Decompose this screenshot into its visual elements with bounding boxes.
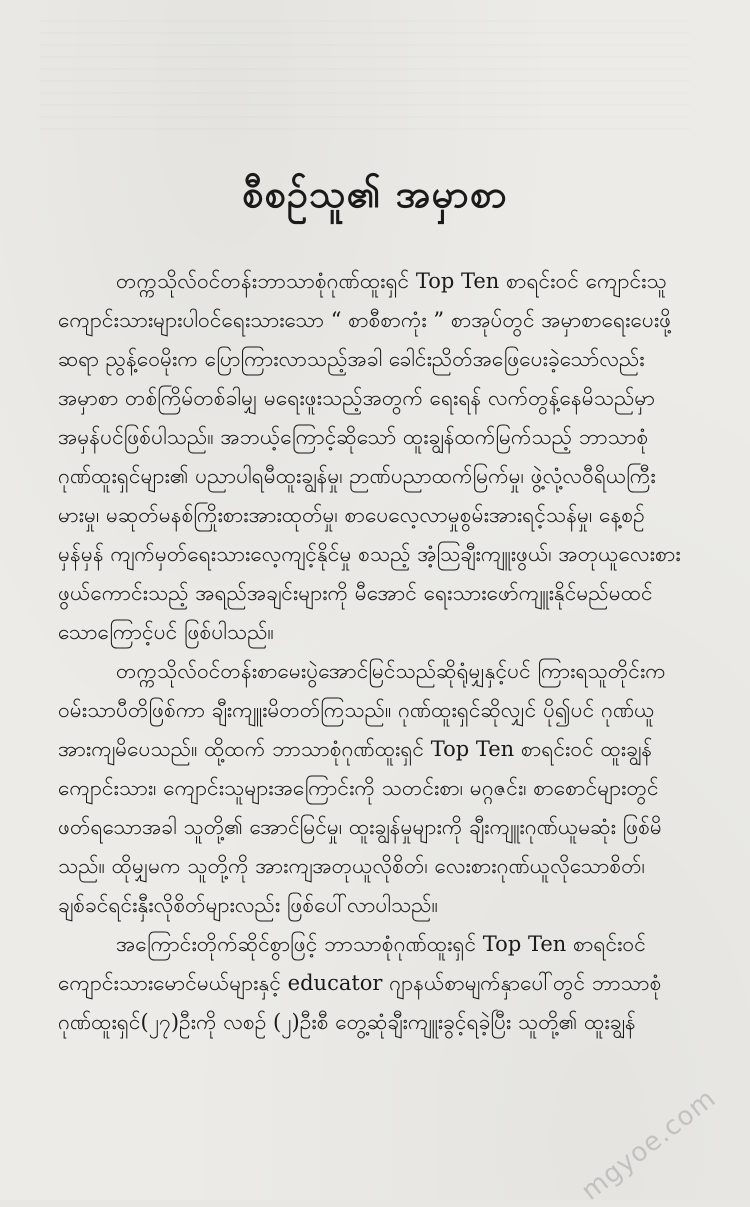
text-line: မားမှု၊ မဆုတ်မနစ်ကြိုးစားအားထုတ်မှု၊ စာပေလေ့လာမှုစွမ်းအားရင့်သန်မှု၊ နေ့စဉ် — [58, 503, 645, 527]
page-header-texture — [40, 20, 690, 130]
text-line: မှန်မှန် ကျက်မှတ်ရေးသားလေ့ကျင့်နိုင်မှု စသည့် အံ့သြချီးကျူးဖွယ်၊ အတုယူလေးစား — [58, 542, 681, 566]
text-line: ဂုဏ်ထူးရှင်များ၏ ပညာပါရမီထူးချွန်မှု၊ ဉာဏ်ပညာထက်မြက်မှု၊ ဖွဲ့လုံ့လဝီရိယကြီး — [58, 464, 656, 488]
text-line: သောကြောင့်ပင် ဖြစ်ပါသည်။ — [58, 620, 274, 644]
text-line: ဆရာ ညွန့်ဝေမိုးက ပြောကြားလာသည့်အခါ ခေါင်းညိတ်အဖြေပေးခဲ့သော်လည်း — [58, 347, 645, 371]
text-line: ဖွယ်ကောင်းသည့် အရည်အချင်းများကို မီအောင် ရေးသားဖော်ကျူးနိုင်မည်မထင် — [58, 581, 653, 605]
text-line: အကြောင်းတိုက်ဆိုင်စွာဖြင့် ဘာသာစုံဂုဏ်ထူးရှင် Top Ten စာရင်းဝင် — [116, 932, 646, 956]
text-line: ကျောင်းသားမောင်မယ်များနှင့် educator ဂျာနယ်စာမျက်နှာပေါ်တွင် ဘာသာစုံ — [58, 971, 662, 995]
watermark: mgyoe.com — [576, 1083, 723, 1207]
page-title: စီစဉ်သူ၏ အမှာစာ — [242, 171, 508, 216]
body-text — [58, 262, 748, 1042]
text-line: ကျောင်းသား၊ ကျောင်းသူများအကြောင်းကို သတင်းစာ၊ မဂ္ဂဇင်း၊ စာစောင်များတွင် — [58, 776, 659, 800]
text-line: ဝမ်းသာပီတိဖြစ်ကာ ချီးကျူးမိတတ်ကြသည်။ ဂုဏ်ထူးရှင်ဆိုလျှင် ပို၍ပင် ဂုဏ်ယူ — [58, 698, 655, 722]
text-line: ဂုဏ်ထူးရှင်(၂၇)ဦးကို လစဉ် (၂)ဦးစီ တွေ့ဆုံချီးကျူးခွင့်ရခဲ့ပြီး သူတို့၏ ထူးချွန် — [58, 1010, 636, 1034]
text-line: ကျောင်းသားများပါဝင်ရေးသားသော “ စာစီစာကုံး ” စာအုပ်တွင် အမှာစာရေးပေးဖို့ — [58, 308, 672, 332]
text-line: အားကျမိပေသည်။ ထို့ထက် ဘာသာစုံဂုဏ်ထူးရှင် Top Ten စာရင်းဝင် ထူးချွန် — [58, 737, 653, 761]
text-line: တက္ကသိုလ်ဝင်တန်းစာမေးပွဲအောင်မြင်သည်ဆိုရုံမျှနှင့်ပင် ကြားရသူတိုင်းက — [116, 659, 666, 683]
text-line: သည်။ ထိုမျှမက သူတို့ကို အားကျအတုယူလိုစိတ်၊ လေးစားဂုဏ်ယူလိုသောစိတ်၊ — [58, 854, 645, 878]
text-line: ချစ်ခင်ရင်းနှီးလိုစိတ်များလည်း ဖြစ်ပေါ်လာပါသည်။ — [58, 893, 438, 917]
text-line: အမှန်ပင်ဖြစ်ပါသည်။ အဘယ့်ကြောင့်ဆိုသော် ထူးချွန်ထက်မြက်သည့် ဘာသာစုံ — [58, 425, 649, 449]
text-line: ဖတ်ရသောအခါ သူတို့၏ အောင်မြင်မှု၊ ထူးချွန်မှုများကို ချီးကျူးဂုဏ်ယူမဆုံး ဖြစ်မိ — [58, 815, 662, 839]
text-line: အမှာစာ တစ်ကြိမ်တစ်ခါမျှ မရေးဖူးသည့်အတွက် ရေးရန် လက်တွန့်နေမိသည်မှာ — [58, 386, 656, 410]
text-line: တက္ကသိုလ်ဝင်တန်းဘာသာစုံဂုဏ်ထူးရှင် Top Ten စာရင်းဝင် ကျောင်းသူ — [116, 269, 667, 293]
